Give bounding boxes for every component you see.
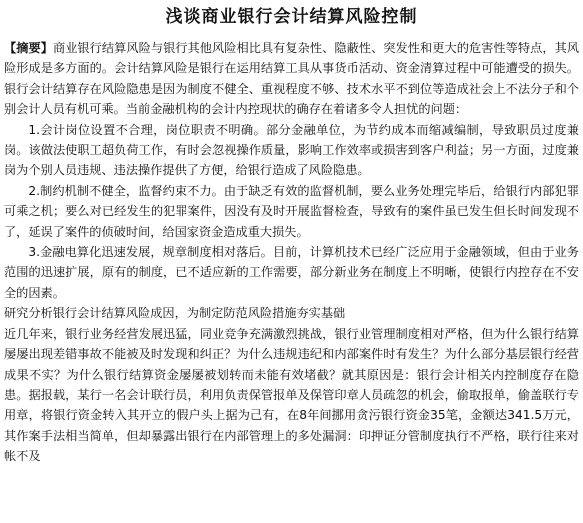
abstract-paragraph <box>4 38 579 120</box>
document-body <box>4 38 579 467</box>
document-title: 浅谈商业银行会计结算风险控制 <box>165 7 418 27</box>
point-3: 3.金融电算化迅速发展，规章制度相对落后。目前，计算机技术已经广泛应用于金融领域，但由于业务范围的迅速扩展，原有的制度，已不适应新的工作需要，部分新业务在制度上不明晰，使银行内控存在不安全的因素。 <box>4 245 579 300</box>
point-1: 1.会计岗位设置不合理，岗位职责不明确。部分金融单位，为节约成本而缩减编制，导致职员过度兼岗。该做法使职工超负荷工作，有时会忽视操作质量，影响工作效率或损害到客户利益；另一方面，过度兼岗为个别人员违规、违法操作提供了方便，给银行造成了风险隐患。 <box>4 122 579 178</box>
abstract-text: 商业银行结算风险与银行其他风险相比具有复杂性、隐蔽性、突发性和更大的危害性等特点，其风险形成是多方面的。会计结算风险是银行在运用结算工具从事货币活动、资金清算过程中可能遭受的损失。银行会计结算存在风险隐患是因为制度不健全、重视程度不够、技术水平不到位等造成社会上不法分子和个别会计人员有机可乘。当前金融机构的会计内控现状的确存在着诸多令人担忧的问题： <box>4 41 580 117</box>
point-2: 2.制约机制不健全，监督约束不力。由于缺乏有效的监督机制，要么业务处理完毕后，给银行内部犯罪可乘之机；要么对已经发生的犯罪案件，因没有及时开展监督检查，导致有的案件虽已发生但长时间发现不了，延误了案件的侦破时间，给国家资金造成重大损失。 <box>4 183 579 239</box>
abstract-label: 【摘要】 <box>4 41 53 55</box>
closing-paragraph: 近几年来，银行业务经营发展迅猛，同业竞争充满激烈挑战，银行业管理制度相对严格，但为什么银行结算屡屡出现差错事故不能被及时发现和纠正？为什么违规违纪和内部案件时有发生？为什么部分基层银行经营成果不实？为什么银行结算资金屡屡被划转而未能有效堵截？就其原因是：银行会计相关内控制度存在隐患。据报载，某行一名会计联行员，利用负责保管报单及保管印章人员疏忽的机会，偷取报单，偷盖联行专用章，将银行资金转入其开立的假户头上据为己有，在8年间挪用贪污银行资金35笔，金额达341.5万元，其作案手法相当简单，但却暴露出银行在内部管理上的多处漏洞：印押证分管制度执行不严格，联行往来对帐不及 <box>4 326 579 464</box>
section-heading: 研究分析银行会计结算风险成因，为制定防范风险措施夯实基础 <box>4 306 346 321</box>
